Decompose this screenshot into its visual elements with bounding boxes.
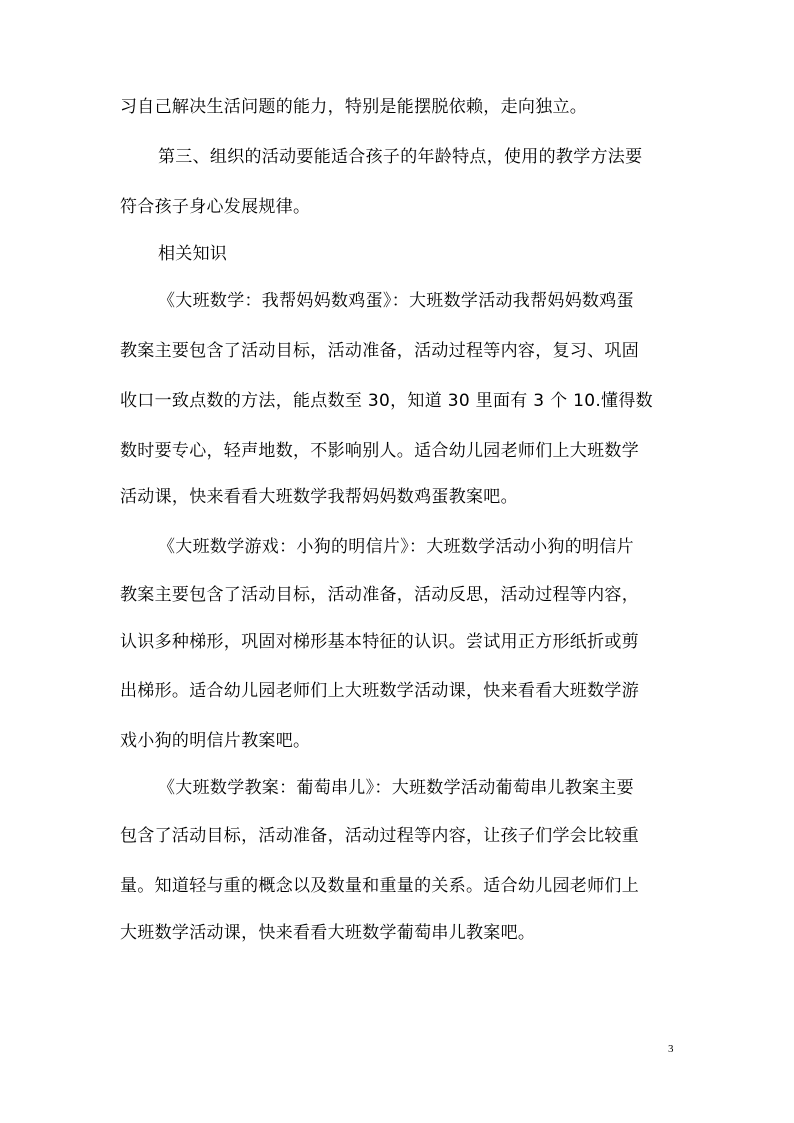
text-line: 《大班数学教案：葡萄串儿》：大班数学活动葡萄串儿教案主要 bbox=[158, 778, 634, 798]
text-line: 习自己解决生活问题的能力，特别是能摆脱依赖，走向独立。 bbox=[120, 97, 588, 117]
text-line: 数时要专心，轻声地数，不影响别人。适合幼儿园老师们上大班数学 bbox=[120, 441, 639, 461]
text-line: 《大班数学：我帮妈妈数鸡蛋》：大班数学活动我帮妈妈数鸡蛋 bbox=[158, 291, 634, 311]
text-line: 包含了活动目标，活动准备，活动过程等内容，让孩子们学会比较重 bbox=[120, 826, 639, 846]
text-line: 《大班数学游戏：小狗的明信片》：大班数学活动小狗的明信片 bbox=[158, 537, 634, 557]
text-line: 第三、组织的活动要能适合孩子的年龄特点，使用的教学方法要 bbox=[158, 147, 643, 167]
section-heading: 相关知识 bbox=[158, 244, 228, 264]
text-line: 教案主要包含了活动目标，活动准备，活动反思，活动过程等内容， bbox=[120, 585, 639, 605]
page-number: 3 bbox=[668, 1043, 674, 1055]
text-line: 认识多种梯形，巩固对梯形基本特征的认识。尝试用正方形纸折或剪 bbox=[120, 632, 639, 652]
text-line: 大班数学活动课，快来看看大班数学葡萄串儿教案吧。 bbox=[120, 923, 536, 943]
text-line: 出梯形。适合幼儿园老师们上大班数学活动课，快来看看大班数学游 bbox=[120, 681, 639, 701]
text-line: 教案主要包含了活动目标，活动准备，活动过程等内容，复习、巩固 bbox=[120, 341, 639, 361]
text-line: 戏小狗的明信片教案吧。 bbox=[120, 731, 311, 751]
text-line: 符合孩子身心发展规律。 bbox=[120, 197, 311, 217]
text-line: 收口一致点数的方法，能点数至 30，知道 30 里面有 3 个 10.懂得数 bbox=[120, 391, 653, 411]
text-line: 活动课，快来看看大班数学我帮妈妈数鸡蛋教案吧。 bbox=[120, 487, 518, 507]
text-line: 量。知道轻与重的概念以及数量和重量的关系。适合幼儿园老师们上 bbox=[120, 876, 639, 896]
